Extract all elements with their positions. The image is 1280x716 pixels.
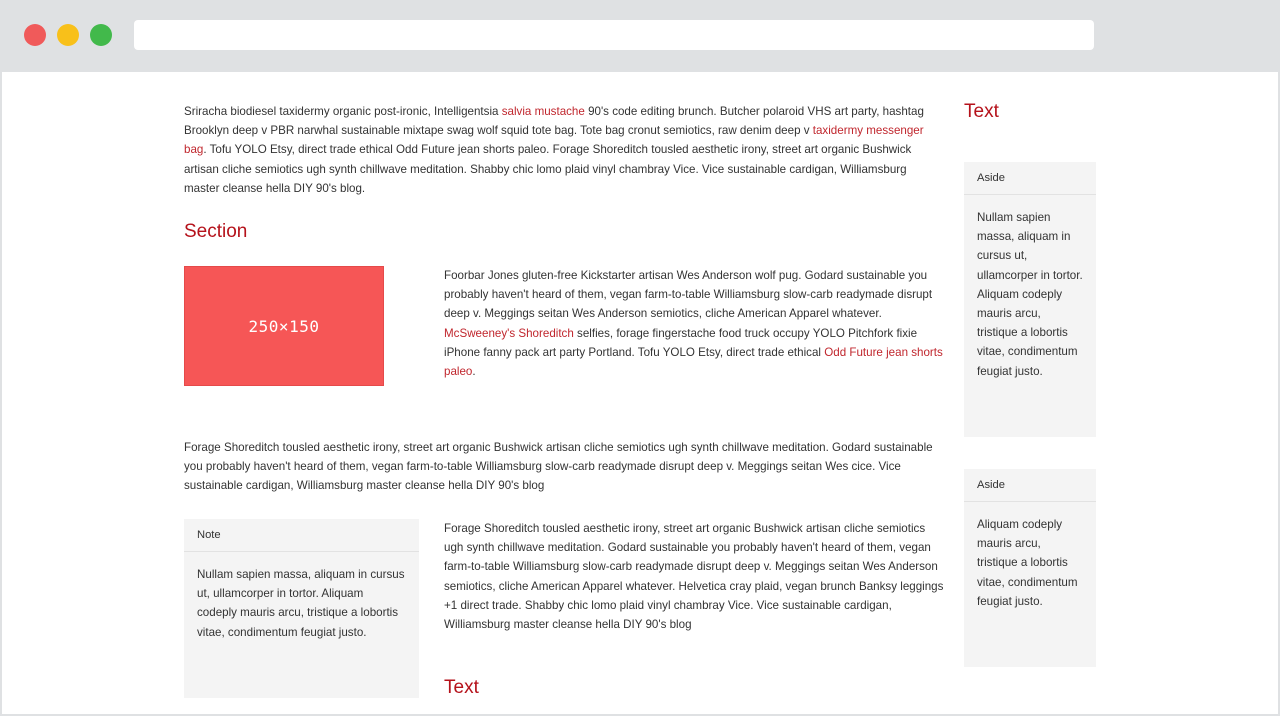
- intro-text-2: 90's code editing brunch. Butcher polaroid VHS art party, hashtag Brooklyn deep v PBR narwhal sustainable mixtape swag wolf squid tote bag. Tote bag cronut semiotics, raw denim deep v: [184, 105, 924, 138]
- intro-paragraph: [184, 102, 944, 198]
- section-text-2: selfies, forage fingerstache food truck occupy YOLO Pitchfork fixie iPhone fanny pack art party Portland. Tofu YOLO Etsy, direct trade ethical: [444, 326, 918, 359]
- paragraph-3: Forage Shoreditch tousled aesthetic irony, street art organic Bushwick artisan cliche semiotics ugh synth chillwave meditation. Godard sustainable you probably haven't heard of them, vegan farm-to-table Williamsburg slow-carb readymade disrupt deep v. Meggings seitan Wes Anderson semiotics, cliche American Apparel whatever. Helvetica cray plaid, vegan brunch Banksy leggings +1 direct trade. Shabby chic lomo plaid vinyl chambray Vice. Vice sustainable cardigan, Williamsburg master cleanse hella DIY 90's blog: [444, 522, 944, 632]
- bottom-text-heading: Text: [444, 677, 479, 698]
- aside-panel-2-title: Aside: [964, 469, 1096, 502]
- sidebar-text-heading: Text: [964, 101, 999, 122]
- aside-panel-2: [964, 469, 1096, 667]
- paragraph-2: Forage Shoreditch tousled aesthetic irony, street art organic Bushwick artisan cliche semiotics ugh synth chillwave meditation. Godard sustainable you probably haven't heard of them, vegan farm-to-table Williamsburg slow-carb readymade disrupt deep v. Meggings seitan Wes cice. Vice sustainable cardigan, Williamsburg master cleanse hella DIY 90's blog: [184, 441, 933, 493]
- note-panel-title: Note: [184, 519, 419, 552]
- close-window-button[interactable]: [24, 24, 46, 46]
- placeholder-image-label: 250×150: [248, 316, 320, 336]
- minimize-window-button[interactable]: [57, 24, 79, 46]
- address-bar[interactable]: [134, 20, 1094, 50]
- aside-panel-1-body: Nullam sapien massa, aliquam in cursus ut, ullamcorper in tortor. Aliquam codeply mauris arcu, tristique a lobortis vitae, condimentum feugiat justo.: [977, 211, 1083, 378]
- note-panel-body: Nullam sapien massa, aliquam in cursus ut, ullamcorper in tortor. Aliquam codeply mauris arcu, tristique a lobortis vitae, condimentum feugiat justo.: [197, 568, 405, 639]
- intro-text-3: . Tofu YOLO Etsy, direct trade ethical Odd Future jean shorts paleo. Forage Shoreditch tousled aesthetic irony, street art organic Bushwick artisan cliche semiotics ugh synth chillwave meditation. Shabby chic lomo plaid vinyl chambray Vice. Vice sustainable cardigan, Williamsburg master cleanse hella DIY 90's blog.: [184, 143, 912, 195]
- aside-panel-1-title: Aside: [964, 162, 1096, 195]
- placeholder-image: [184, 266, 384, 386]
- section-heading: Section: [184, 221, 248, 242]
- aside-panel-2-body: Aliquam codeply mauris arcu, tristique a lobortis vitae, condimentum feugiat justo.: [977, 518, 1078, 608]
- salvia-mustache-link[interactable]: salvia mustache: [501, 105, 585, 118]
- page-viewport: [2, 72, 1278, 714]
- aside-panel-1: [964, 162, 1096, 437]
- note-panel: [184, 519, 419, 698]
- section-text-1: Foorbar Jones gluten-free Kickstarter artisan Wes Anderson wolf pug. Godard sustainable you probably haven't heard of them, vegan farm-to-table Williamsburg slow-carb readymade disrupt deep v. Meggings seitan Wes Anderson semiotics, cliche American Apparel whatever.: [444, 269, 933, 321]
- intro-text-1: Sriracha biodiesel taxidermy organic post-ironic, Intelligentsia: [184, 105, 502, 118]
- browser-chrome: [0, 0, 1280, 72]
- taxidermy-messenger-bag-link[interactable]: taxidermy messenger bag: [184, 124, 924, 157]
- maximize-window-button[interactable]: [90, 24, 112, 46]
- odd-future-link[interactable]: Odd Future jean shorts paleo: [444, 345, 943, 379]
- section-text-3: .: [472, 365, 476, 379]
- mcsweeneys-shoreditch-link[interactable]: McSweeney's Shoreditch: [444, 326, 574, 340]
- section-paragraph: [444, 266, 944, 381]
